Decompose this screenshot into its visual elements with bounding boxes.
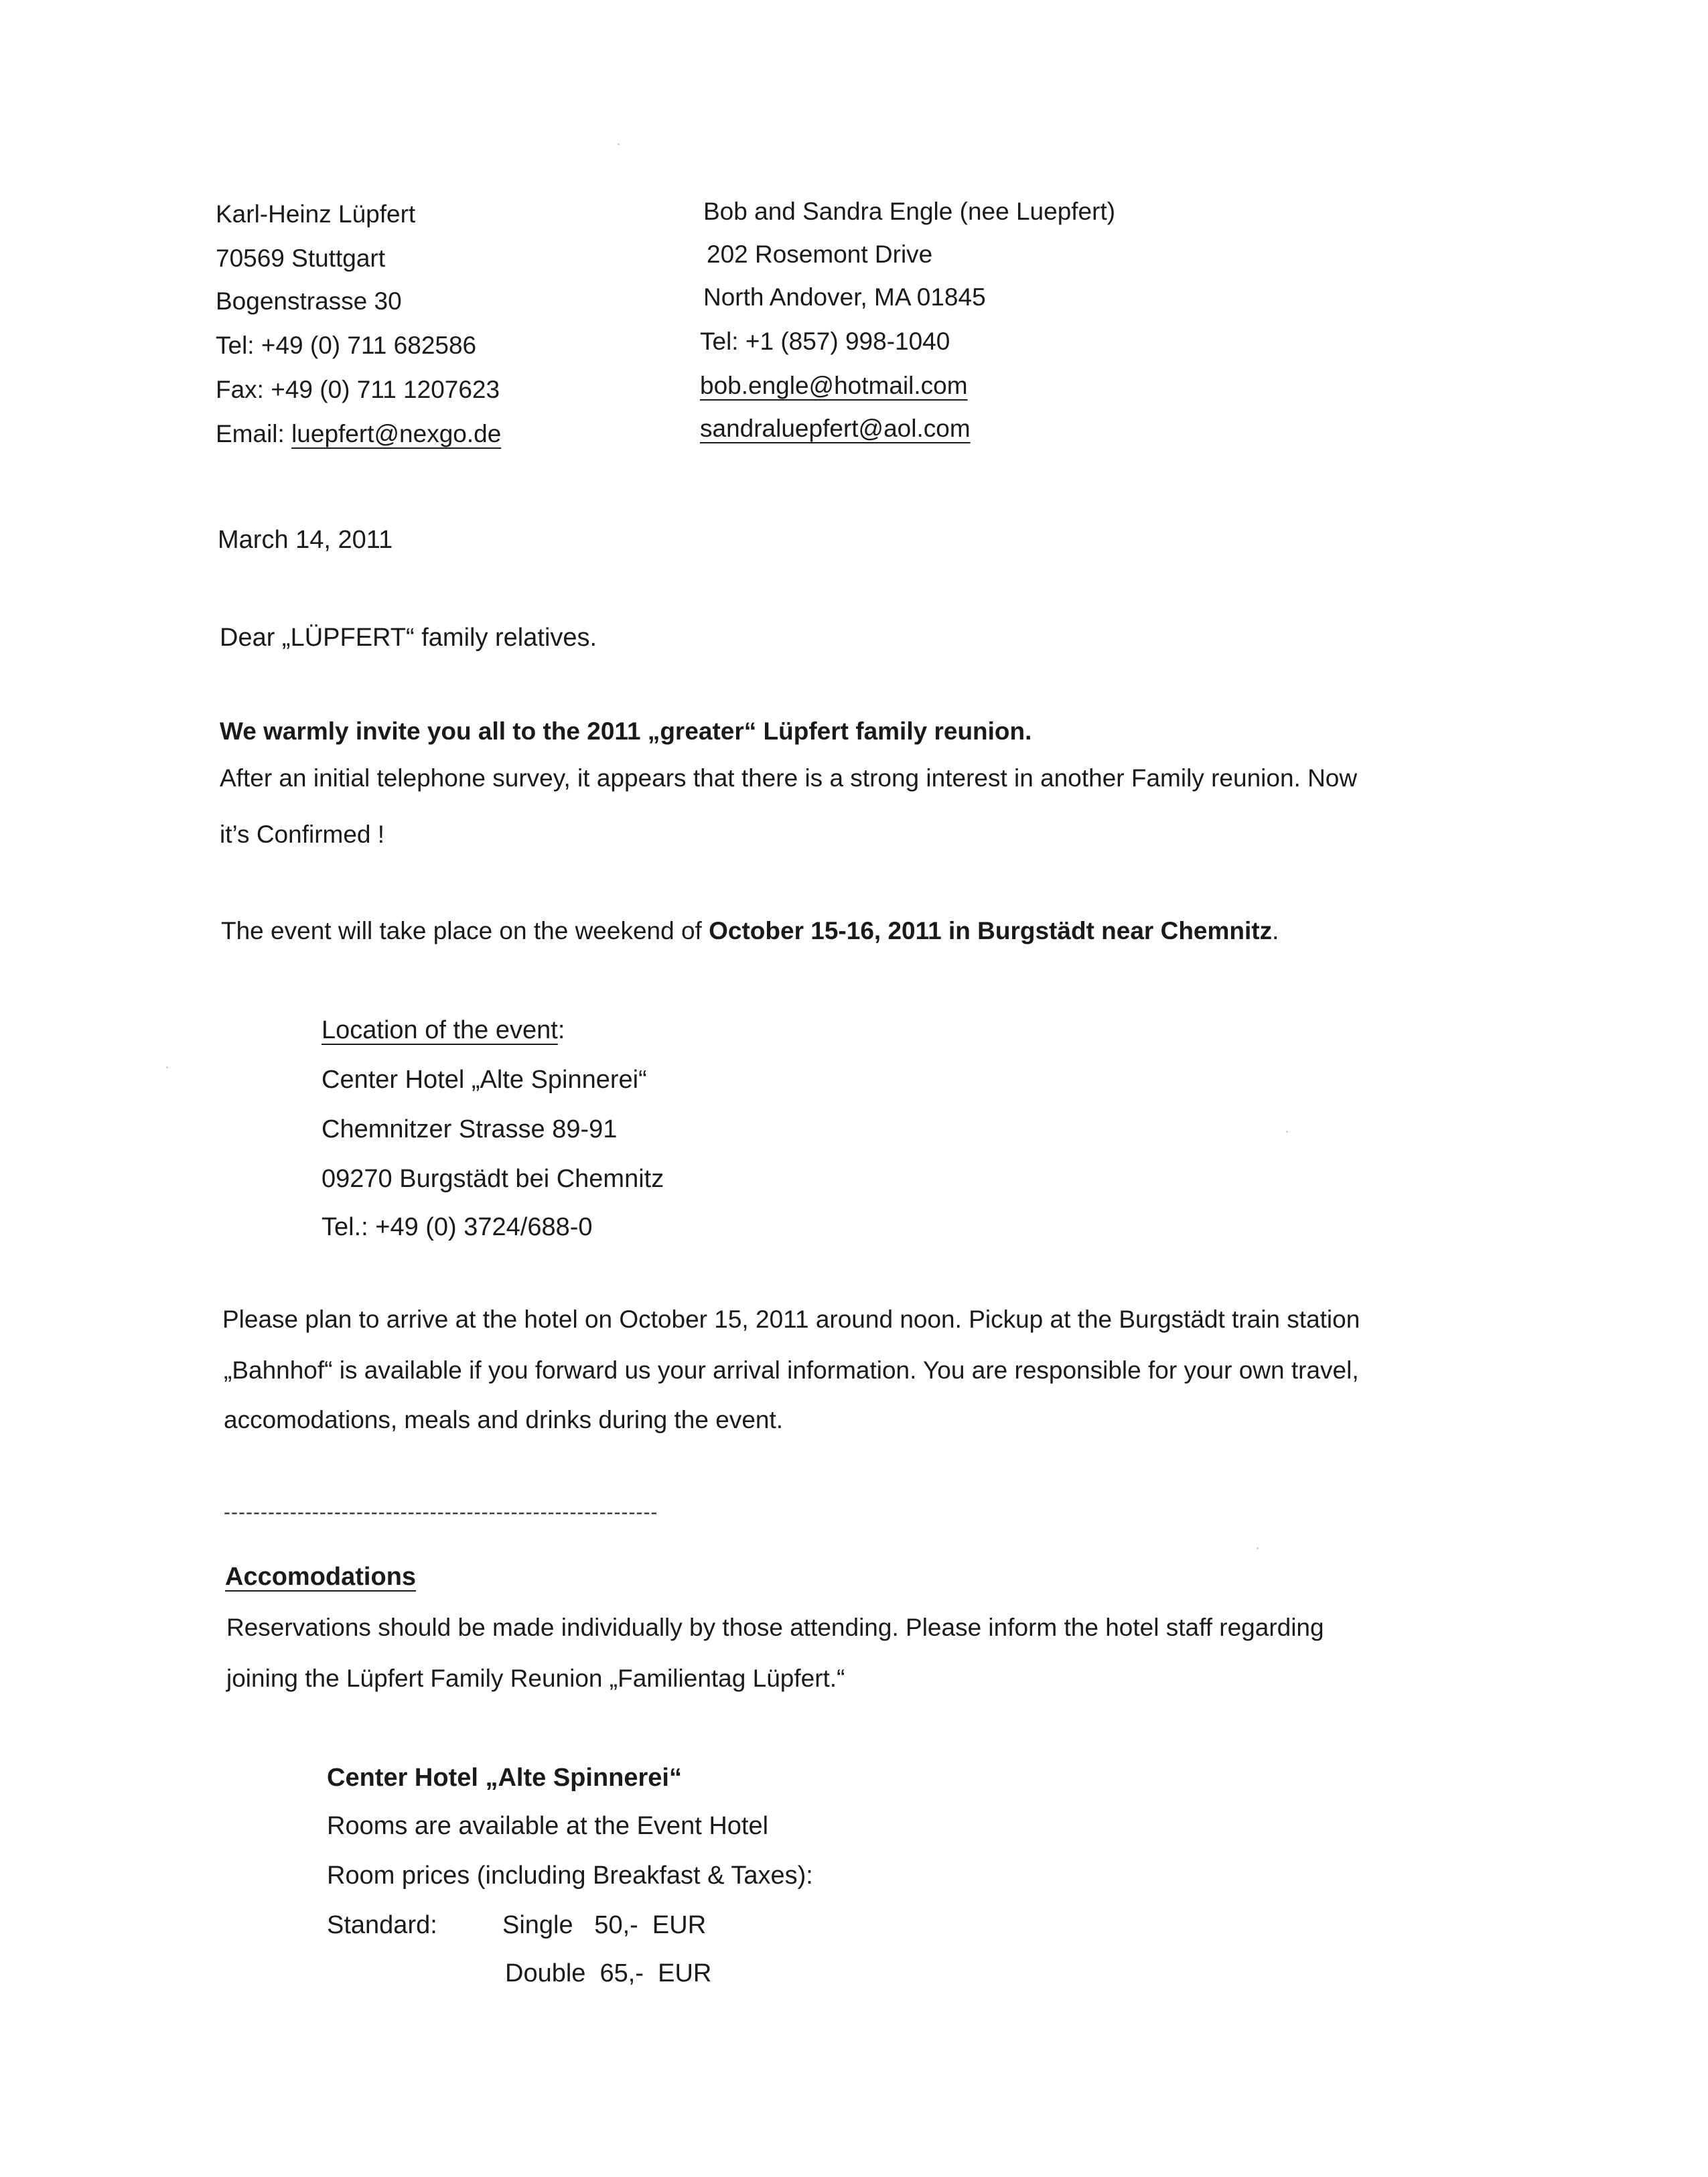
recipient-email-1[interactable]: bob.engle@hotmail.com — [700, 372, 968, 399]
hotel-name: Center Hotel „Alte Spinnerei“ — [327, 1764, 682, 1792]
sender-city: 70569 Stuttgart — [216, 244, 386, 272]
section-divider: ----------------------------------------------------------- — [224, 1501, 658, 1523]
event-prefix: The event will take place on the weekend of — [221, 917, 709, 944]
arrival-line-1: Please plan to arrive at the hotel on October 15, 2011 around noon. Pickup at the Burgstädt train station — [222, 1306, 1360, 1333]
arrival-line-3: accomodations, meals and drinks during the event. — [224, 1406, 784, 1433]
scan-speck — [1286, 1131, 1288, 1133]
hotel-double-price: Double 65,- EUR — [505, 1959, 712, 1987]
hotel-single-price: Single 50,- EUR — [502, 1911, 707, 1939]
recipient-city: North Andover, MA 01845 — [703, 283, 986, 311]
hotel-standard-label: Standard: — [327, 1911, 437, 1939]
scan-speck — [618, 143, 620, 145]
location-line-1: Center Hotel „Alte Spinnerei“ — [322, 1066, 647, 1094]
location-colon: : — [557, 1016, 565, 1044]
letter-date: March 14, 2011 — [218, 526, 393, 554]
accommodations-heading: Accomodations — [225, 1563, 417, 1591]
salutation: Dear „LÜPFERT“ family relatives. — [220, 624, 597, 652]
event-date-place: October 15-16, 2011 in Burgstädt near Chemnitz — [709, 917, 1273, 944]
location-line-4: Tel.: +49 (0) 3724/688-0 — [322, 1213, 593, 1241]
location-heading: Location of the event — [322, 1016, 558, 1044]
location-line-3: 09270 Burgstädt bei Chemnitz — [322, 1165, 664, 1193]
sender-tel: Tel: +49 (0) 711 682586 — [216, 332, 477, 359]
hotel-rooms: Rooms are available at the Event Hotel — [327, 1812, 769, 1840]
survey-line-1: After an initial telephone survey, it appears that there is a strong interest in another Family reunion. Now — [220, 764, 1358, 792]
event-line — [221, 916, 1279, 946]
invitation-heading: We warmly invite you all to the 2011 „greater“ Lüpfert family reunion. — [220, 717, 1032, 745]
sender-email-line — [216, 419, 501, 449]
survey-line-2: it’s Confirmed ! — [220, 821, 385, 848]
accommodations-line-2: joining the Lüpfert Family Reunion „Familientag Lüpfert.“ — [226, 1665, 845, 1692]
sender-street: Bogenstrasse 30 — [216, 287, 402, 315]
sender-name: Karl-Heinz Lüpfert — [216, 200, 416, 228]
arrival-line-2: „Bahnhof“ is available if you forward us your arrival information. You are responsible for your own travel, — [224, 1356, 1359, 1384]
recipient-email-2[interactable]: sandraluepfert@aol.com — [700, 415, 971, 442]
sender-fax: Fax: +49 (0) 711 1207623 — [216, 376, 500, 403]
sender-email-label: Email: — [216, 420, 292, 447]
location-line-2: Chemnitzer Strasse 89-91 — [322, 1115, 618, 1143]
recipient-street: 202 Rosemont Drive — [707, 240, 933, 268]
scan-speck — [166, 1066, 168, 1068]
hotel-prices-label: Room prices (including Breakfast & Taxes): — [327, 1862, 813, 1890]
location-heading-line — [322, 1015, 565, 1046]
recipient-name: Bob and Sandra Engle (nee Luepfert) — [703, 198, 1116, 225]
recipient-tel: Tel: +1 (857) 998-1040 — [700, 328, 950, 355]
event-suffix: . — [1272, 917, 1279, 944]
scan-speck — [1257, 1547, 1259, 1549]
accommodations-line-1: Reservations should be made individually by those attending. Please inform the hotel staff regarding — [226, 1614, 1324, 1641]
sender-email-link[interactable]: luepfert@nexgo.de — [291, 420, 502, 447]
